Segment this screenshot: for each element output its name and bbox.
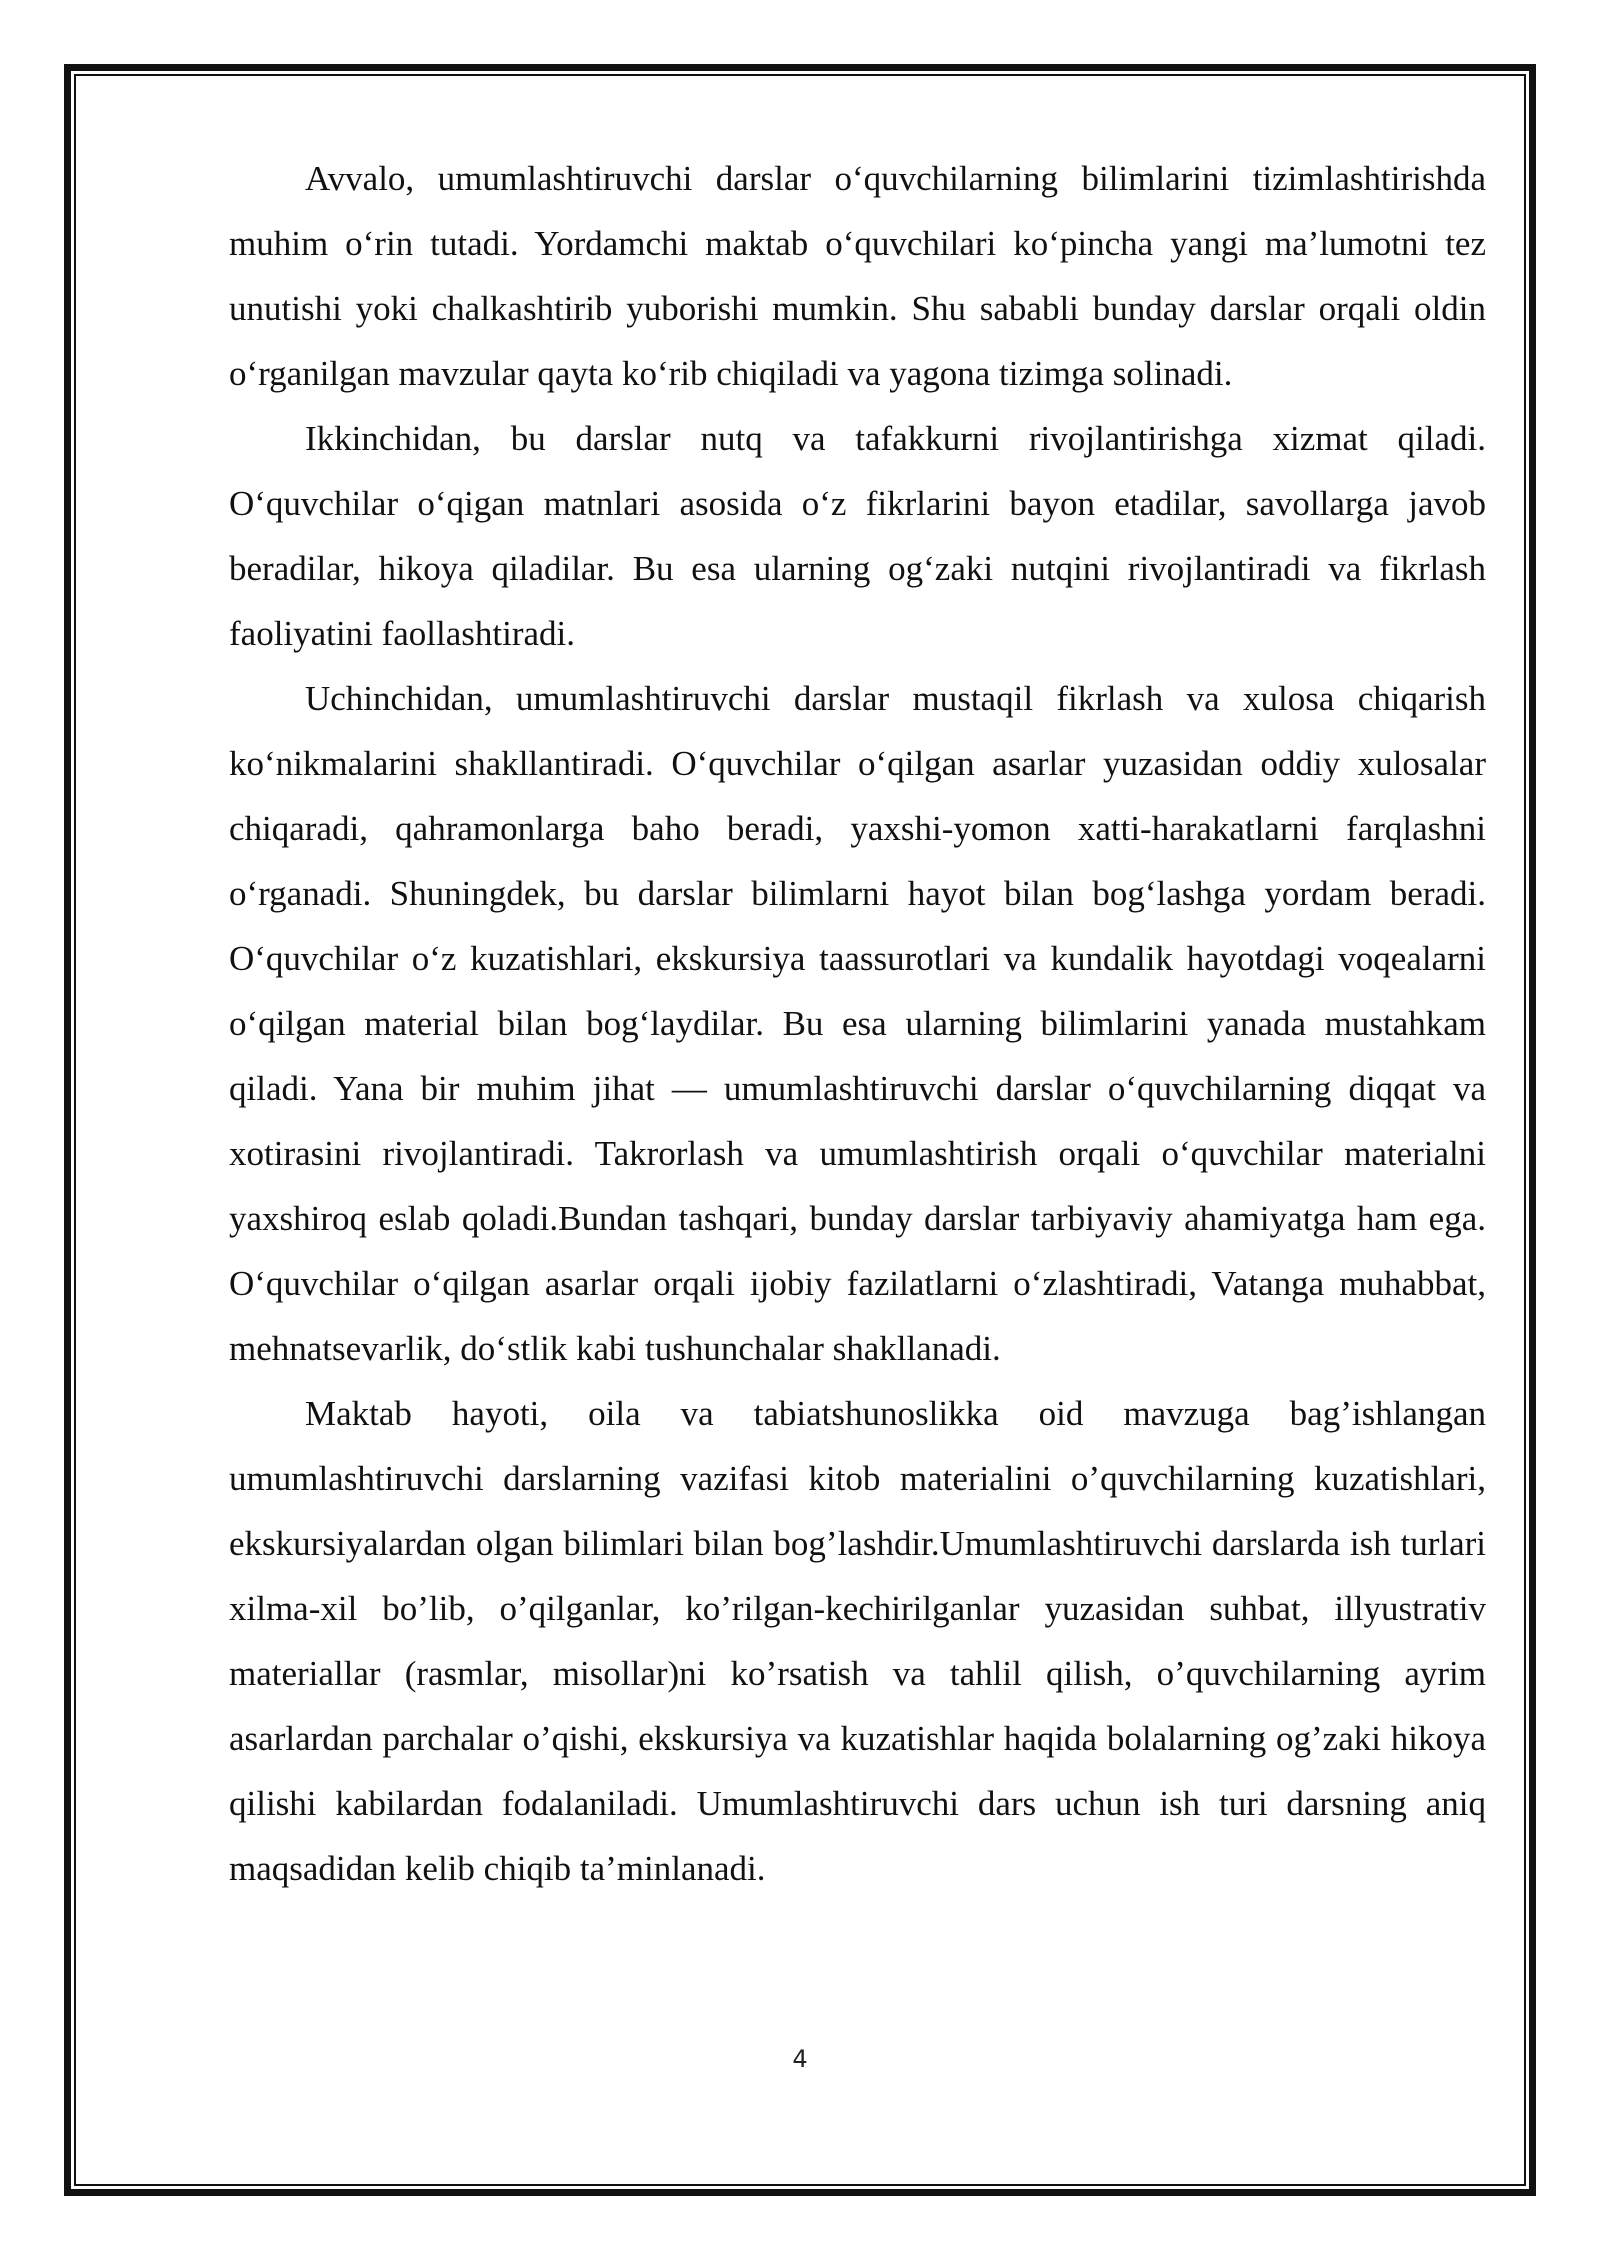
- page-number: 4: [792, 2045, 808, 2073]
- paragraph-1: Avvalo, umumlashtiruvchi darslar o‘quvchilarning bilimlarini tizimlashtirishda muhim o‘rin tutadi. Yordamchi maktab o‘quvchilari ko‘pincha yangi ma’lumotni tez unutishi yoki chalkashtirib yuborishi mumkin. Shu sababli bunday darslar orqali oldin o‘rganilgan mavzular qayta ko‘rib chiqiladi va yagona tizimga solinadi.: [229, 159, 1486, 393]
- paragraph-2: Ikkinchidan, bu darslar nutq va tafakkurni rivojlantirishga xizmat qiladi. O‘quvchilar o‘qigan matnlari asosida o‘z fikrlarini bayon etadilar, savollarga javob beradilar, hikoya qiladilar. Bu esa ularning og‘zaki nutqini rivojlantiradi va fikrlash faoliyatini faollashtiradi.: [229, 419, 1486, 653]
- document-body: [229, 146, 1486, 1901]
- paragraph-4: Maktab hayoti, oila va tabiatshunoslikka oid mavzuga bag’ishlangan umumlashtiruvchi darslarning vazifasi kitob materialini o’quvchilarning kuzatishlari, ekskursiyalardan olgan bilimlari bilan bog’lashdir.Umumlashtiruvchi darslarda ish turlari xilma-xil bo’lib, o’qilganlar, ko’rilgan-kechirilganlar yuzasidan suhbat, illyustrativ materiallar (rasmlar, misollar)ni ko’rsatish va tahlil qilish, o’quvchilarning ayrim asarlardan parchalar o’qishi, ekskursiya va kuzatishlar haqida bolalarning og’zaki hikoya qilishi kabilardan fodalaniladi. Umumlashtiruvchi dars uchun ish turi darsning aniq maqsadidan kelib chiqib ta’minlanadi.: [229, 1394, 1486, 1888]
- paragraph-3: Uchinchidan, umumlashtiruvchi darslar mustaqil fikrlash va xulosa chiqarish ko‘nikmalarini shakllantiradi. O‘quvchilar o‘qilgan asarlar yuzasidan oddiy xulosalar chiqaradi, qahramonlarga baho beradi, yaxshi-yomon xatti-harakatlarni farqlashni o‘rganadi. Shuningdek, bu darslar bilimlarni hayot bilan bog‘lashga yordam beradi. O‘quvchilar o‘z kuzatishlari, ekskursiya taassurotlari va kundalik hayotdagi voqealarni o‘qilgan material bilan bog‘laydilar. Bu esa ularning bilimlarini yanada mustahkam qiladi. Yana bir muhim jihat — umumlashtiruvchi darslar o‘quvchilarning diqqat va xotirasini rivojlantiradi. Takrorlash va umumlashtirish orqali o‘quvchilar materialni yaxshiroq eslab qoladi.Bundan tashqari, bunday darslar tarbiyaviy ahamiyatga ham ega. O‘quvchilar o‘qilgan asarlar orqali ijobiy fazilatlarni o‘zlashtiradi, Vatanga muhabbat, mehnatsevarlik, do‘stlik kabi tushunchalar shakllanadi.: [229, 679, 1486, 1368]
